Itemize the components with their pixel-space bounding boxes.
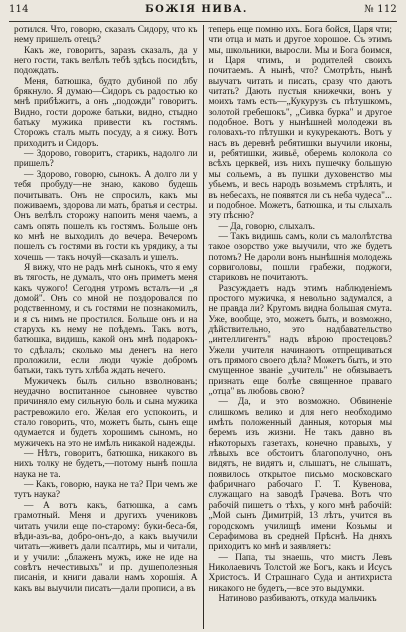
paragraph: Натиново разбиваютъ, откуда мальчикъ [218, 593, 377, 604]
paragraph: — Здорово, говорю, сынокъ. А долго ли у тебя пробуду—не знаю, каково будешь почитывать. Онъ не спросилъ, какъ мы поживаемъ, здорова ли мать, братья и сестры. Онъ велѣлъ сторожу напоить меня чаемъ, а самъ опять пошелъ къ гостямъ. Больше онъ ко мнѣ не выходилъ до вечера. Вечеромъ пошелъ съ гостями въ гости къ урядику, а ты хочешь — такъ ночуй—сказалъ и ушелъ. [14, 169, 198, 263]
header-rule [9, 21, 397, 22]
paragraph: Я вижу, что не радъ мнѣ сынокъ, что я ему въ тягость, не думалъ, что онъ приметъ меня какъ чужого! Сегодня утромъ всталъ—и „я домой". Онъ со мной не поздоровался по родственному, и съ гостями не познакомилъ, и я съ нимъ не простился. Больше онъ и на старухъ къ нему не поѣдемъ. Такъ вотъ, батюшка, видишь, какой онъ мнѣ подарокъ-то сдѣлалъ; сколько мы денегъ на него проложили, если люди чужіе добромъ батьки, такъ тутъ хлѣба ждать нечего. [14, 262, 198, 377]
paragraph: — Да, говорю, слыхалъ. [218, 221, 315, 232]
left-column [9, 25, 203, 629]
paragraph: — Папа, ты знаешь, что мистъ Левъ Николаевичъ Толстой же Богъ, какъ и Исусъ Христосъ. И Страшнаго Суда и антихриста никакого не будетъ,—все это выдумки. [208, 552, 392, 594]
paragraph: — Нѣтъ, говоритъ, батюшка, никакого въ нихъ толку не будетъ,—потому нынѣ пошла наука не та. [14, 449, 198, 480]
text-columns [9, 25, 397, 629]
paragraph: Мужичекъ былъ сильно взволнованъ; неудачно воспитанное сыновнее чувство причиняло ему сильную боль и сына мужика растревожило его. Желая его успокоить, и стало говорить, что, можетъ быть, сынъ еще одумается и будетъ хорошимъ сыномъ, но мужичекъ на это не имѣлъ никакой надежды. [14, 376, 198, 449]
page-number: 114 [9, 4, 29, 15]
paragraph: Разсуждаетъ надъ этимъ наблюденіемъ простого мужичка, я невольно задумался, а не правда ли? Кругомъ видна большая смута. Уже, вообще, это, можетъ быть, и возможно, дѣйствительно, это надбавательство „интеллигентъ" надъ вѣрою простецовъ? Ужели учителя начинаютъ отпрещиваться отъ прямого своего дѣла? Можетъ быть, и это смущенное званіе „учитель" не обязываетъ признать еще болѣе священное праваго „отца" въ любовь свою? [208, 283, 392, 398]
issue-number: № 112 [364, 4, 397, 15]
paragraph: — Да, и это возможно. Обвиненіе слишкомъ велико и для него необходимо имѣть положенный данныя, которыя мы беремъ изъ жизни. Не такъ давно въ нѣкоторыхъ газетахъ, конечно правыхъ, у лѣвыхъ все обстоитъ благополучно, онъ видятъ, не видятъ и, слышатъ, не слышатъ, появилось открытое письмо московскаго фабричнаго рабочаго Г. Т. Кувенова, служащаго на заводѣ Грачева. Вотъ что рабочій пишетъ о тѣхъ, у кого мнѣ рабочій: „Мой сынъ Димитрій, 13 лѣтъ, учится въ городскомъ училищѣ имени Козьмы и Серафимова въ средней Прѣснѣ. На дняхъ приходитъ ко мнѣ и заявляетъ: [208, 397, 392, 553]
paragraph: Меня, батюшка, будто дубиной по лбу брякнуло. Я думаю—Сидоръ съ радостью ко мнѣ прибѣжитъ, а онъ „подожди" говоритъ. Видно, гости дороже батьки, видно, стыдно батьку мужика привести къ гостямъ. Сторожъ сталъ мыть посуду, а я сижу. Вотъ приходитъ и Сидоръ. [14, 76, 198, 149]
page-header [9, 4, 397, 19]
paragraph: — Какъ, говорю, наука не та? При чемъ же тутъ наука? [14, 480, 198, 501]
paragraph: — Такъ видишь самъ, коли съ малолѣтства такое озорство уже выучили, что же будетъ потомъ? Не дароли вонъ нынѣшнія молодежь сорвиголовы, пошли грабежи, поджоги, стариковъ не почитаютъ. [208, 231, 392, 284]
paragraph: ротился. Что, говорю, сказалъ Сидору, что къ нему пришелъ отецъ? [14, 25, 198, 46]
paragraph: — Здорово, говоритъ, старикъ, надолго ли пришелъ? [14, 149, 198, 170]
journal-title: БОЖІЯ НИВА. [145, 4, 248, 15]
paragraph: — А вотъ какъ, батюшка, а самъ грамотный. Меня и другихъ учениковъ читать учили еще по-старому: буки-беса-бя, вѣди-азъ-ва, добро-онъ-до, а какъ выучили читать—живетъ дали псалтирь, мы и читали, и у учили: „блаженъ мужъ, иже не иде на совѣтъ нечестивыхъ" и пр. душеполезныя писанія, и книги давали намъ хорошія. А какъ вы выучили писать—дали прописи, а въ [14, 500, 198, 594]
right-column [203, 25, 397, 629]
paragraph: теперь еще помню ихъ. Бога бойся, Царя чти; чти отца и мать и другое хорошое. Съ этимъ мы, школьники, выросли. Мы и Бога боимся, и Царя чтимъ, и родителей своихъ почитаемъ. А нынѣ, что? Смотрѣть, нынѣ выучатъ читать и писать, сразу что даютъ читать? Дають пустыя книжечки, вонъ у моихъ тамъ есть—„Кукурузъ съ пѣтушкомъ, золотой гребешокъ", „Сивка бурка" и другое подобное. Вотъ у нынѣшней молодежи въ головахъ-то пѣтушки и кукурекаютъ. Вотъ у насъ въ деревнѣ ребятишки выучили иконы, и, ребятишки, живьё, оберемь колокола со всѣхъ церквей, изъ нихъ пушечку большую мы сольемъ, а въ пушки духовенство мы убьемъ, и весь народъ возьмемъ стрѣлять, и въ небесахъ, не появятся ли съ неба чудеса"... и подобное. Можетъ, батюшка, и ты слыхалъ эту пѣсню? [208, 25, 392, 222]
paragraph: Какъ же, говоритъ, заразъ сказалъ, да у него гости, такъ велѣлъ тебѣ здѣсь посидѣть, подождать. [14, 45, 198, 77]
